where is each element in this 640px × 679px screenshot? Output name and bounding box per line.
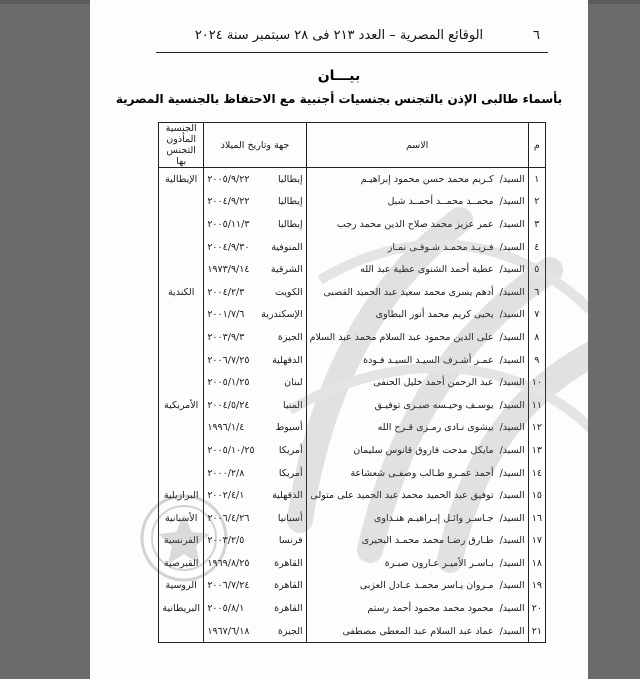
row-honorific: السيد/: [497, 575, 529, 598]
row-name: عطية أحمد الشنوى عطية عبد الله: [306, 258, 496, 281]
row-number: ٢١: [528, 620, 545, 643]
row-birth-place: القاهرة: [258, 575, 306, 598]
row-honorific: السيد/: [497, 371, 529, 394]
row-birth-place: الجيزة: [258, 620, 306, 643]
row-honorific: السيد/: [497, 552, 529, 575]
table-row: [159, 236, 546, 259]
row-name: توفيق عبد الحميد محمد عبد الحميد على متولى: [306, 484, 496, 507]
row-name: محمــد محمــد أحمــد شبل: [306, 191, 496, 214]
row-name: عماد عبد السلام عبد المعطى مصطفى: [306, 620, 496, 643]
row-honorific: السيد/: [497, 417, 529, 440]
row-honorific: السيد/: [497, 281, 529, 304]
row-nationality: الأمريكية: [159, 394, 204, 417]
row-honorific: السيد/: [497, 484, 529, 507]
row-honorific: السيد/: [497, 439, 529, 462]
publication-line: الوقائع المصرية – العدد ٢١٣ فى ٢٨ سبتمبر سنة ٢٠٢٤: [194, 28, 484, 43]
row-number: ١١: [528, 394, 545, 417]
row-birth-place: الجيزة: [258, 326, 306, 349]
row-birth-place: الإسكندرية: [258, 304, 306, 327]
row-nationality: القبرصية: [159, 552, 204, 575]
row-birth-place: أمريكا: [258, 439, 306, 462]
row-nationality: [159, 304, 204, 327]
row-honorific: السيد/: [497, 191, 529, 214]
row-name: محمود محمد محمود أحمد رستم: [306, 597, 496, 620]
row-nationality: الفرنسية: [159, 530, 204, 553]
row-name: كـريم محمد حسن محمود إبراهيـم: [306, 168, 496, 191]
row-number: ١٤: [528, 462, 545, 485]
row-birth-date: ١٩٩٦/١/٤: [204, 417, 258, 440]
row-birth-date: ٢٠٠٥/١/٢٥: [204, 371, 258, 394]
row-name: جـاسـر وائـل إبـراهيـم هنـداوى: [306, 507, 496, 530]
row-nationality: [159, 620, 204, 643]
row-birth-date: ٢٠٠٦/٧/٢٤: [204, 575, 258, 598]
row-birth-place: لبنان: [258, 371, 306, 394]
row-birth-place: أمريكا: [258, 462, 306, 485]
row-birth-date: ٢٠٠٢/٤/١: [204, 484, 258, 507]
page-header: [90, 28, 588, 43]
row-birth-date: ٢٠٠٥/٩/٢٢: [204, 168, 258, 191]
row-nationality: [159, 191, 204, 214]
row-nationality: [159, 349, 204, 372]
row-name: أدهم يسرى محمد سعيد عبد الحميد القصبى: [306, 281, 496, 304]
row-birth-place: أسيوط: [258, 417, 306, 440]
row-birth-date: ١٩٧٣/٩/١٤: [204, 258, 258, 281]
row-honorific: السيد/: [497, 304, 529, 327]
row-birth-place: المنيا: [258, 394, 306, 417]
row-nationality: الإيطالية: [159, 168, 204, 191]
row-nationality: [159, 258, 204, 281]
row-name: عمر عزيز محمد صلاح الدين محمد رجب: [306, 213, 496, 236]
row-name: على الدين محمود عبد السلام محمد عبد السلام: [306, 326, 496, 349]
document-title: بيـــان: [317, 68, 361, 84]
row-number: ٦: [528, 281, 545, 304]
row-nationality: [159, 213, 204, 236]
row-birth-date: ٢٠٠٦/٤/٢٦: [204, 507, 258, 530]
row-birth-place: إيطاليا: [258, 191, 306, 214]
row-birth-date: ٢٠٠٤/٩/٢٢: [204, 191, 258, 214]
row-name: بيشوى نـادى رمـزى قـرح الله: [306, 417, 496, 440]
row-name: يوسـف وحيـسه صبـرى توفيـق: [306, 394, 496, 417]
row-nationality: [159, 371, 204, 394]
row-birth-date: ٢٠٠١/٧/٦: [204, 304, 258, 327]
table-row: [159, 484, 546, 507]
table-row: [159, 552, 546, 575]
table-row: [159, 281, 546, 304]
row-honorific: السيد/: [497, 258, 529, 281]
document-page[interactable]: [90, 0, 588, 679]
row-number: ١٧: [528, 530, 545, 553]
row-birth-date: ٢٠٠٠/٢/٨: [204, 462, 258, 485]
row-honorific: السيد/: [497, 507, 529, 530]
row-number: ٣: [528, 213, 545, 236]
row-birth-date: ٢٠٠٤/٥/٢٤: [204, 394, 258, 417]
row-birth-date: ٢٠٠٦/٧/٢٥: [204, 349, 258, 372]
table-row: [159, 258, 546, 281]
row-birth-date: ٢٠٠٤/٩/٣٠: [204, 236, 258, 259]
row-name: عمـر أشـرف السيـد السيـد فـودة: [306, 349, 496, 372]
column-header-num: م: [528, 123, 545, 168]
column-header-name: الاسم: [306, 123, 528, 168]
document-subtitle: بأسماء طالبى الإذن بالتجنس بجنسيات أجنبية مع الاحتفاظ بالجنسية المصرية: [115, 92, 563, 106]
header-divider: [156, 52, 548, 53]
row-number: ٢: [528, 191, 545, 214]
row-nationality: [159, 462, 204, 485]
row-honorific: السيد/: [497, 530, 529, 553]
table-row: [159, 620, 546, 643]
row-name: مايكل مدحت فاروق قانوس سليمان: [306, 439, 496, 462]
row-name: عبد الرحمن أحمد خليل الحنفى: [306, 371, 496, 394]
row-birth-place: أسبانيا: [258, 507, 306, 530]
row-birth-place: الدقهلية: [258, 484, 306, 507]
table-row: [159, 439, 546, 462]
row-name: طـارق رضـا محمد محمـد البحيرى: [306, 530, 496, 553]
column-header-birth: جهة وتاريخ الميلاد: [204, 123, 306, 168]
row-number: ٨: [528, 326, 545, 349]
row-honorific: السيد/: [497, 349, 529, 372]
row-nationality: البريطانية: [159, 597, 204, 620]
row-honorific: السيد/: [497, 236, 529, 259]
row-number: ١٣: [528, 439, 545, 462]
table-row: [159, 168, 546, 191]
table-row: [159, 597, 546, 620]
table-row: [159, 349, 546, 372]
row-birth-place: الكويت: [258, 281, 306, 304]
row-name: يحيى كريم محمد أنور البطاوى: [306, 304, 496, 327]
row-number: ٤: [528, 236, 545, 259]
table-row: [159, 371, 546, 394]
row-nationality: [159, 236, 204, 259]
row-name: أحمد عمـرو طـالب وصفـى شعشاعة: [306, 462, 496, 485]
table-row: [159, 326, 546, 349]
table-row: [159, 394, 546, 417]
table-row: [159, 417, 546, 440]
table-row: [159, 304, 546, 327]
table-row: [159, 575, 546, 598]
row-birth-place: المنوفية: [258, 236, 306, 259]
table-row: [159, 213, 546, 236]
applicants-table: [158, 122, 546, 643]
row-birth-date: ٢٠٠٥/٨/١: [204, 597, 258, 620]
column-header-nationality: الجنسية المأذون التجنس بها: [159, 123, 204, 168]
row-number: ١٠: [528, 371, 545, 394]
row-birth-date: ١٩٦٧/٦/١٨: [204, 620, 258, 643]
row-birth-date: ٢٠٠٣/٢/٥: [204, 530, 258, 553]
row-number: ١٨: [528, 552, 545, 575]
table-header-row: [159, 123, 546, 168]
row-number: ٥: [528, 258, 545, 281]
row-nationality: الكندية: [159, 281, 204, 304]
row-nationality: البرازيلية: [159, 484, 204, 507]
row-number: ١٢: [528, 417, 545, 440]
row-name: فـريـد محمـد شـوقـى نمـار: [306, 236, 496, 259]
row-honorific: السيد/: [497, 326, 529, 349]
row-birth-place: الدقهلية: [258, 349, 306, 372]
table-row: [159, 507, 546, 530]
row-birth-place: الشرقية: [258, 258, 306, 281]
row-nationality: الروسية: [159, 575, 204, 598]
row-nationality: [159, 439, 204, 462]
row-number: ١: [528, 168, 545, 191]
row-honorific: السيد/: [497, 462, 529, 485]
row-nationality: [159, 417, 204, 440]
row-name: مـروان يـاسر محمـد عـادل العزبى: [306, 575, 496, 598]
row-birth-place: إيطاليا: [258, 168, 306, 191]
row-birth-place: إيطاليا: [258, 213, 306, 236]
row-birth-place: فرنسا: [258, 530, 306, 553]
row-number: ١٩: [528, 575, 545, 598]
row-birth-date: ٢٠٠٥/١١/٣: [204, 213, 258, 236]
row-number: ٢٠: [528, 597, 545, 620]
row-birth-place: القاهرة: [258, 552, 306, 575]
row-birth-date: ٢٠٠٤/٢/٣: [204, 281, 258, 304]
row-honorific: السيد/: [497, 213, 529, 236]
row-number: ١٥: [528, 484, 545, 507]
row-number: ٩: [528, 349, 545, 372]
row-birth-date: ٢٠٠٥/١٠/٢٥: [204, 439, 258, 462]
table-row: [159, 530, 546, 553]
table-row: [159, 462, 546, 485]
row-birth-date: ١٩٦٩/٨/٢٥: [204, 552, 258, 575]
row-nationality: [159, 326, 204, 349]
row-honorific: السيد/: [497, 620, 529, 643]
row-birth-date: ٢٠٠٣/٩/٣: [204, 326, 258, 349]
page-number: ٦: [533, 28, 540, 43]
row-name: يـاسـر الأميـر عـارون صبـرة: [306, 552, 496, 575]
row-birth-place: القاهرة: [258, 597, 306, 620]
row-honorific: السيد/: [497, 597, 529, 620]
table-row: [159, 191, 546, 214]
row-number: ١٦: [528, 507, 545, 530]
row-honorific: السيد/: [497, 394, 529, 417]
row-honorific: السيد/: [497, 168, 529, 191]
row-number: ٧: [528, 304, 545, 327]
row-nationality: الأسبانية: [159, 507, 204, 530]
